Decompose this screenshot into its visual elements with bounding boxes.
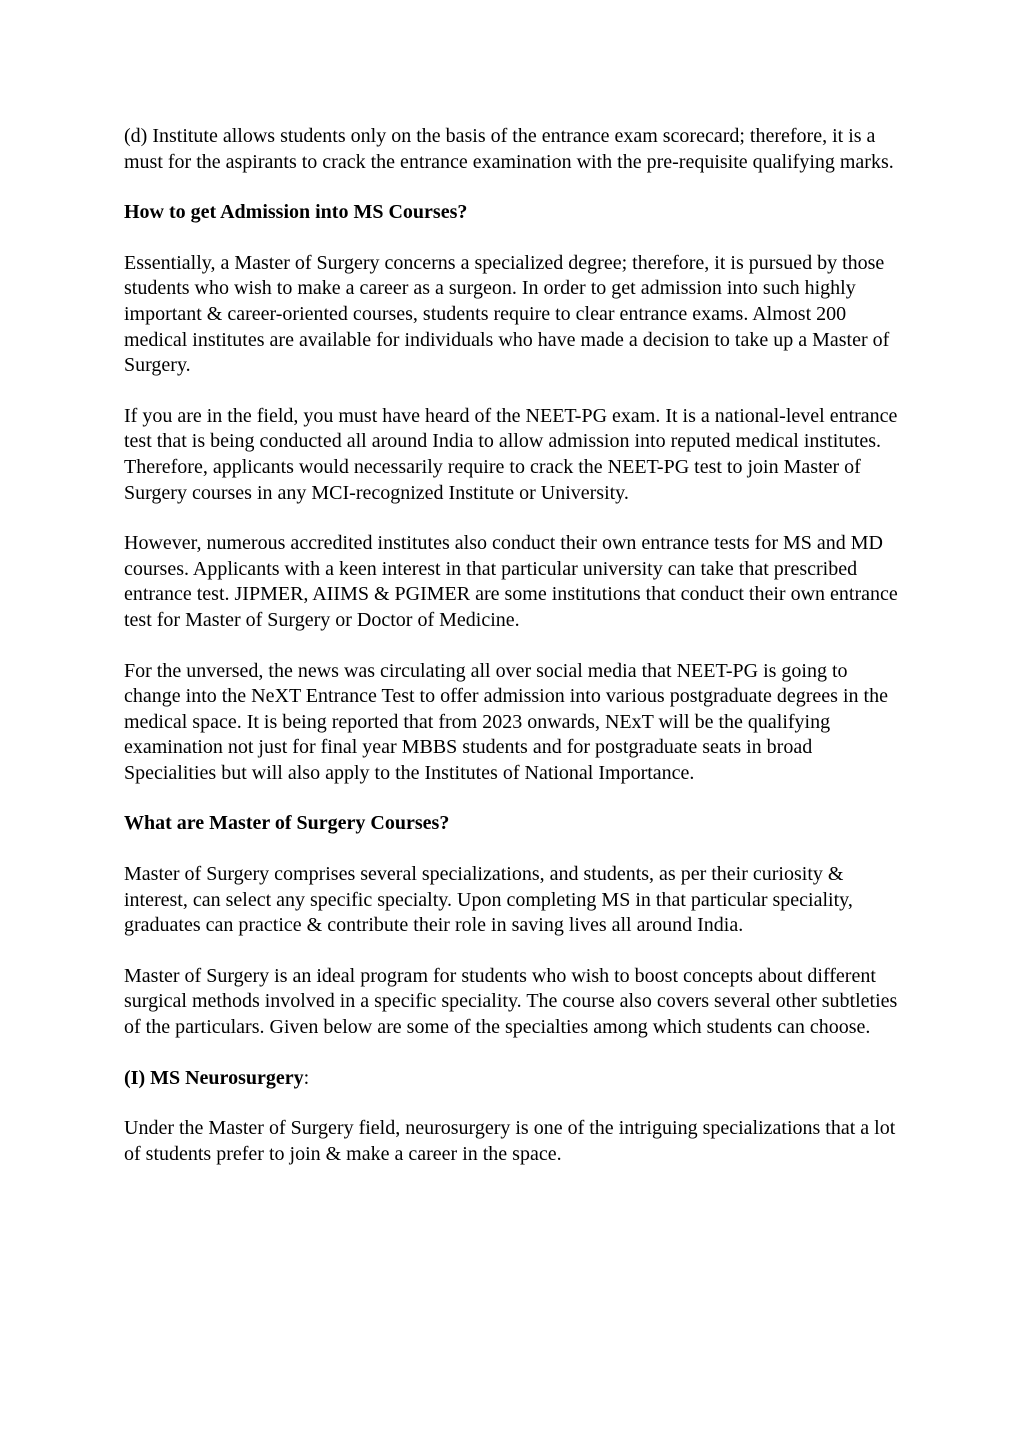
subheading-neurosurgery-colon: : xyxy=(303,1066,310,1089)
paragraph-neurosurgery: Under the Master of Surgery field, neurosurgery is one of the intriguing specializations that a lot of students prefer to join & make a career in the space. xyxy=(124,1117,896,1165)
paragraph-ideal-program: Master of Surgery is an ideal program for students who wish to boost concepts about different surgical methods involved in a specific speciality. The course also covers several other subtleties of the particulars. Given below are some of the specialties among which students can choose. xyxy=(124,964,898,1039)
heading-ms-courses: What are Master of Surgery Courses? xyxy=(124,812,450,835)
paragraph-neet-pg: If you are in the field, you must have heard of the NEET-PG exam. It is a national-level entrance test that is being conducted all around India to allow admission into reputed medical institutes. Therefore, applicants would necessarily require to crack the NEET-PG test to join Master of Surgery courses in any MCI-recognized Institute or University. xyxy=(124,404,898,504)
heading-admission: How to get Admission into MS Courses? xyxy=(124,201,468,224)
document-body xyxy=(124,124,906,1192)
paragraph-entrance-requirement: (d) Institute allows students only on the basis of the entrance exam scorecard; therefore, it is a must for the aspirants to crack the entrance examination with the pre-requisite qualifying marks. xyxy=(124,125,894,173)
subheading-neurosurgery-label: (I) MS Neurosurgery xyxy=(124,1066,304,1089)
paragraph-admission-intro: Essentially, a Master of Surgery concerns a specialized degree; therefore, it is pursued by those students who wish to make a career as a surgeon. In order to get admission into such highly important & career-oriented courses, students require to clear entrance exams. Almost 200 medical institutes are available for individuals who have made a decision to take up a Master of Surgery. xyxy=(124,251,890,377)
subheading-neurosurgery xyxy=(124,1066,906,1092)
paragraph-specializations: Master of Surgery comprises several specializations, and students, as per their curiosity & interest, can select any specific specialty. Upon completing MS in that particular speciality, graduates can practice & contribute their role in saving lives all around India. xyxy=(124,863,853,937)
paragraph-next-exam: For the unversed, the news was circulating all over social media that NEET-PG is going to change into the NeXT Entrance Test to offer admission into various postgraduate degrees in the medical space. It is being reported that from 2023 onwards, NExT will be the qualifying examination not just for final year MBBS students and for postgraduate seats in broad Specialities but will also apply to the Institutes of National Importance. xyxy=(124,659,888,784)
paragraph-own-entrance-tests: However, numerous accredited institutes also conduct their own entrance tests for MS and MD courses. Applicants with a keen interest in that particular university can take that prescribed entrance test. JIPMER, AIIMS & PGIMER are some institutions that conduct their own entrance test for Master of Surgery or Doctor of Medicine. xyxy=(124,532,898,631)
